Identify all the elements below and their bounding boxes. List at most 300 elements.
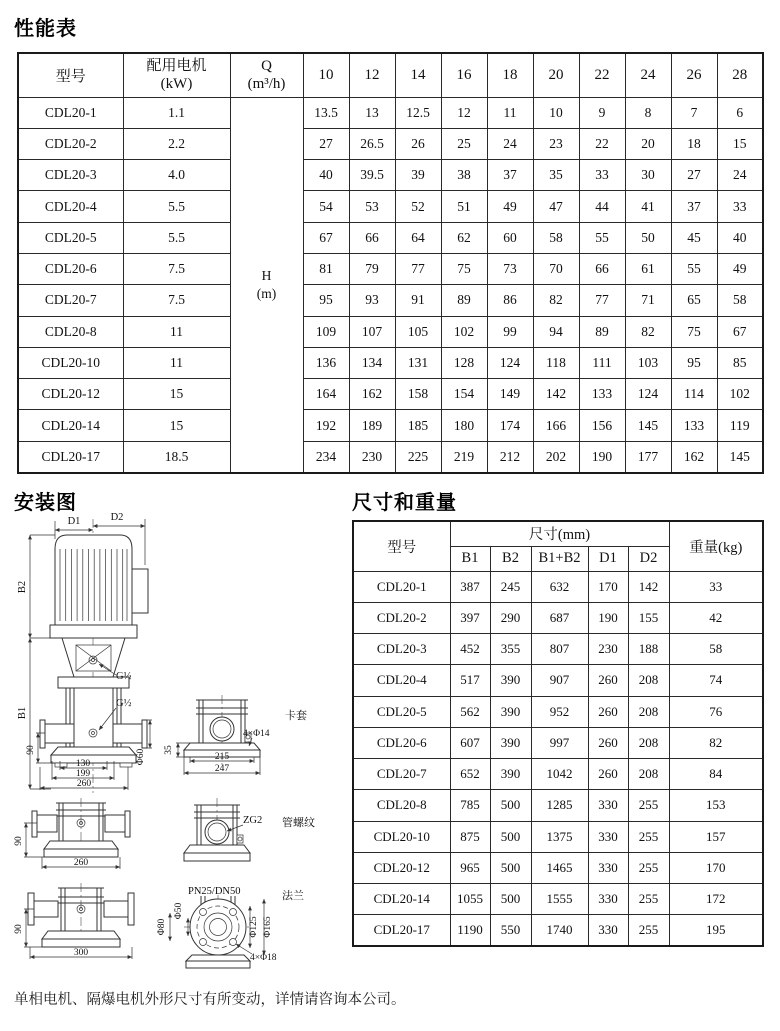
- head-value-cell: 158: [395, 379, 441, 410]
- dim-label-g12-top: G½: [116, 671, 132, 682]
- head-value-cell: 26.5: [349, 128, 395, 159]
- head-value-cell: 6: [717, 97, 763, 128]
- dim-label-35: 35: [164, 745, 174, 755]
- flow-header-cell: 18: [487, 53, 533, 97]
- dimension-value-cell: 517: [450, 665, 490, 696]
- head-value-cell: 11: [487, 97, 533, 128]
- performance-table: [17, 52, 764, 474]
- model-cell: CDL20-5: [18, 222, 123, 253]
- dimensions-row: [353, 727, 763, 758]
- head-value-cell: 145: [717, 441, 763, 472]
- flow-header-cell: 22: [579, 53, 625, 97]
- performance-row: [18, 253, 763, 284]
- dimension-value-cell: 607: [450, 727, 490, 758]
- head-value-cell: 85: [717, 347, 763, 378]
- head-value-cell: 93: [349, 285, 395, 316]
- dimension-value-cell: 952: [531, 696, 588, 727]
- head-unit-line2: (m): [256, 285, 277, 301]
- head-value-cell: 174: [487, 410, 533, 441]
- head-value-cell: 40: [303, 160, 349, 191]
- dim-label-g12-side: G½: [116, 698, 132, 709]
- dimension-value-cell: 255: [628, 852, 669, 883]
- dimension-value-cell: 260: [588, 696, 628, 727]
- head-value-cell: 192: [303, 410, 349, 441]
- head-value-cell: 10: [533, 97, 579, 128]
- col-header-motor-line2: (kW): [160, 76, 193, 93]
- front-view: [17, 512, 152, 793]
- dimension-value-cell: 1055: [450, 884, 490, 915]
- head-value-cell: 166: [533, 410, 579, 441]
- motor-power-cell: 18.5: [123, 441, 230, 472]
- head-value-cell: 66: [349, 222, 395, 253]
- dim-label-247: 247: [214, 764, 230, 774]
- head-value-cell: 49: [487, 191, 533, 222]
- dimension-value-cell: 76: [669, 696, 763, 727]
- head-value-cell: 27: [671, 160, 717, 191]
- head-value-cell: 23: [533, 128, 579, 159]
- head-value-cell: 189: [349, 410, 395, 441]
- dim-label-phi165: Φ165: [263, 916, 273, 938]
- head-value-cell: 33: [717, 191, 763, 222]
- dimension-value-cell: 260: [588, 727, 628, 758]
- dimension-value-cell: 652: [450, 759, 490, 790]
- head-value-cell: 133: [579, 379, 625, 410]
- dimension-value-cell: 452: [450, 634, 490, 665]
- dimension-value-cell: 255: [628, 790, 669, 821]
- dimension-value-cell: 208: [628, 696, 669, 727]
- dim-label-zg2: ZG2: [243, 815, 263, 826]
- head-value-cell: 50: [625, 222, 671, 253]
- model-cell: CDL20-3: [353, 634, 450, 665]
- flow-header-cell: 16: [441, 53, 487, 97]
- head-value-cell: 70: [533, 253, 579, 284]
- dim-label-90-main: 90: [26, 745, 36, 755]
- dimension-value-cell: 170: [669, 852, 763, 883]
- dimension-value-cell: 1190: [450, 915, 490, 946]
- dim-label-4xphi14: 4×Φ14: [243, 729, 270, 739]
- dimension-value-cell: 390: [490, 759, 531, 790]
- head-value-cell: 128: [441, 347, 487, 378]
- head-value-cell: 39.5: [349, 160, 395, 191]
- dimension-value-cell: 390: [490, 727, 531, 758]
- dimension-value-cell: 82: [669, 727, 763, 758]
- dimension-value-cell: 255: [628, 884, 669, 915]
- flange-bolt-hole: [230, 909, 237, 916]
- model-cell: CDL20-17: [353, 915, 450, 946]
- head-value-cell: 13: [349, 97, 395, 128]
- head-value-cell: 71: [625, 285, 671, 316]
- dimension-value-cell: 397: [450, 602, 490, 633]
- head-value-cell: 94: [533, 316, 579, 347]
- dimension-value-cell: 245: [490, 571, 531, 602]
- dim-label-4xphi18: 4×Φ18: [250, 953, 277, 963]
- dimension-value-cell: 390: [490, 696, 531, 727]
- flow-header-cell: 26: [671, 53, 717, 97]
- head-value-cell: 185: [395, 410, 441, 441]
- model-cell: CDL20-12: [18, 379, 123, 410]
- head-value-cell: 102: [441, 316, 487, 347]
- head-value-cell: 118: [533, 347, 579, 378]
- dimension-value-cell: 1740: [531, 915, 588, 946]
- dimension-value-cell: 290: [490, 602, 531, 633]
- head-value-cell: 41: [625, 191, 671, 222]
- head-value-cell: 24: [717, 160, 763, 191]
- model-cell: CDL20-8: [18, 316, 123, 347]
- dimension-value-cell: 74: [669, 665, 763, 696]
- flange-annotation: 法兰: [282, 890, 304, 902]
- dimensions-row: [353, 821, 763, 852]
- model-cell: CDL20-3: [18, 160, 123, 191]
- size-col-header-cell: B2: [490, 546, 531, 571]
- model-cell: CDL20-6: [353, 727, 450, 758]
- dim-label-b1: B1: [17, 706, 28, 720]
- performance-row: [18, 379, 763, 410]
- head-value-cell: 79: [349, 253, 395, 284]
- dimension-value-cell: 500: [490, 790, 531, 821]
- head-value-cell: 45: [671, 222, 717, 253]
- head-value-cell: 145: [625, 410, 671, 441]
- dimension-value-cell: 330: [588, 852, 628, 883]
- head-value-cell: 44: [579, 191, 625, 222]
- head-value-cell: 124: [625, 379, 671, 410]
- head-value-cell: 62: [441, 222, 487, 253]
- flange-bolt-hole: [200, 939, 207, 946]
- motor-power-cell: 15: [123, 379, 230, 410]
- performance-row: [18, 128, 763, 159]
- pump-cylinder: [74, 688, 113, 747]
- head-value-cell: 54: [303, 191, 349, 222]
- model-cell: CDL20-14: [18, 410, 123, 441]
- performance-table-title: 性能表: [14, 18, 77, 40]
- dimensions-table-title: 尺寸和重量: [352, 492, 457, 514]
- dim-label-phi80: Φ80: [157, 918, 167, 936]
- side-view-zg2: [184, 798, 315, 861]
- head-value-cell: 9: [579, 97, 625, 128]
- head-value-cell: 212: [487, 441, 533, 472]
- head-value-cell: 37: [487, 160, 533, 191]
- dimension-value-cell: 42: [669, 602, 763, 633]
- dim-label-b2: B2: [17, 580, 28, 594]
- col-header-motor-line1: 配用电机: [146, 57, 207, 74]
- dimension-value-cell: 632: [531, 571, 588, 602]
- dimensions-header-row1: [353, 521, 763, 546]
- dimension-value-cell: 33: [669, 571, 763, 602]
- dimension-value-cell: 1555: [531, 884, 588, 915]
- model-cell: CDL20-4: [18, 191, 123, 222]
- dimensions-row: [353, 665, 763, 696]
- dim-label-90-v3: 90: [14, 836, 24, 846]
- motor-power-cell: 2.2: [123, 128, 230, 159]
- pipe-thread-annotation: 管螺纹: [282, 817, 315, 829]
- head-value-cell: 95: [671, 347, 717, 378]
- dimensions-table: [352, 520, 764, 947]
- head-value-cell: 7: [671, 97, 717, 128]
- motor-body: [55, 535, 132, 625]
- model-cell: CDL20-8: [353, 790, 450, 821]
- head-value-cell: 162: [349, 379, 395, 410]
- motor-power-cell: 11: [123, 316, 230, 347]
- performance-row: [18, 347, 763, 378]
- head-value-cell: 26: [395, 128, 441, 159]
- flange-outer-circle: [190, 899, 246, 955]
- dimension-value-cell: 997: [531, 727, 588, 758]
- flow-header-cell: 20: [533, 53, 579, 97]
- performance-row: [18, 441, 763, 472]
- size-col-header-cell: B1+B2: [531, 546, 588, 571]
- model-cell: CDL20-2: [18, 128, 123, 159]
- head-value-cell: 25: [441, 128, 487, 159]
- model-cell: CDL20-6: [18, 253, 123, 284]
- head-value-cell: 58: [533, 222, 579, 253]
- head-value-cell: 105: [395, 316, 441, 347]
- installation-drawing-title: 安装图: [14, 492, 77, 514]
- dimensions-row: [353, 915, 763, 946]
- model-cell: CDL20-4: [353, 665, 450, 696]
- size-col-header-cell: D1: [588, 546, 628, 571]
- installation-drawing: [0, 505, 350, 985]
- dimension-value-cell: 157: [669, 821, 763, 852]
- clamp-port: [210, 717, 234, 741]
- head-value-cell: 95: [303, 285, 349, 316]
- dim-label-phi125: Φ125: [249, 916, 259, 938]
- dimension-value-cell: 500: [490, 852, 531, 883]
- head-value-cell: 49: [717, 253, 763, 284]
- dimension-value-cell: 1465: [531, 852, 588, 883]
- dimension-value-cell: 155: [628, 602, 669, 633]
- col-header-flow-line2: (m³/h): [247, 76, 286, 93]
- dimension-value-cell: 142: [628, 571, 669, 602]
- size-col-header-cell: D2: [628, 546, 669, 571]
- dimensions-row: [353, 759, 763, 790]
- dimension-value-cell: 190: [588, 602, 628, 633]
- port-view-threaded: [14, 798, 130, 869]
- motor-power-cell: 15: [123, 410, 230, 441]
- head-value-cell: 131: [395, 347, 441, 378]
- dimension-value-cell: 230: [588, 634, 628, 665]
- dimension-value-cell: 208: [628, 759, 669, 790]
- footer-note: 单相电机、隔爆电机外形尺寸有所变动，详情请咨询本公司。: [14, 992, 406, 1008]
- dimension-value-cell: 1285: [531, 790, 588, 821]
- col-header-flow-line1: Q: [261, 57, 272, 74]
- performance-row: [18, 410, 763, 441]
- head-value-cell: 39: [395, 160, 441, 191]
- head-value-cell: 51: [441, 191, 487, 222]
- performance-row: [18, 316, 763, 347]
- dimension-value-cell: 260: [588, 759, 628, 790]
- dimension-value-cell: 84: [669, 759, 763, 790]
- model-cell: CDL20-5: [353, 696, 450, 727]
- dimensions-row: [353, 852, 763, 883]
- model-cell: CDL20-2: [353, 602, 450, 633]
- dimension-value-cell: 687: [531, 602, 588, 633]
- head-value-cell: 65: [671, 285, 717, 316]
- motor-power-cell: 5.5: [123, 222, 230, 253]
- performance-row: [18, 222, 763, 253]
- model-cell: CDL20-12: [353, 852, 450, 883]
- dim-label-260-main: 260: [76, 779, 92, 789]
- suction-port: [45, 724, 74, 743]
- performance-row: [18, 160, 763, 191]
- dimension-value-cell: 208: [628, 665, 669, 696]
- model-cell: CDL20-7: [18, 285, 123, 316]
- head-value-cell: 190: [579, 441, 625, 472]
- dimension-value-cell: 907: [531, 665, 588, 696]
- head-value-cell: 86: [487, 285, 533, 316]
- flow-header-cell: 14: [395, 53, 441, 97]
- performance-row: [18, 191, 763, 222]
- dimension-value-cell: 58: [669, 634, 763, 665]
- head-value-cell: 133: [671, 410, 717, 441]
- model-cell: CDL20-1: [353, 571, 450, 602]
- dims-col-header-size-group: 尺寸(mm): [450, 521, 669, 546]
- head-value-cell: 24: [487, 128, 533, 159]
- head-value-cell: 230: [349, 441, 395, 472]
- motor-power-cell: 11: [123, 347, 230, 378]
- col-header-flow: [230, 53, 303, 97]
- head-value-cell: 22: [579, 128, 625, 159]
- dim-label-phi50: Φ50: [174, 902, 184, 920]
- head-value-cell: 77: [395, 253, 441, 284]
- head-value-cell: 75: [441, 253, 487, 284]
- dimension-value-cell: 550: [490, 915, 531, 946]
- head-value-cell: 12: [441, 97, 487, 128]
- performance-row: [18, 285, 763, 316]
- head-value-cell: 61: [625, 253, 671, 284]
- dimension-value-cell: 387: [450, 571, 490, 602]
- flow-header-cell: 12: [349, 53, 395, 97]
- flange-bolt-hole: [200, 909, 207, 916]
- head-value-cell: 15: [717, 128, 763, 159]
- head-value-cell: 47: [533, 191, 579, 222]
- head-value-cell: 102: [717, 379, 763, 410]
- flow-header-cell: 10: [303, 53, 349, 97]
- motor-power-cell: 1.1: [123, 97, 230, 128]
- model-cell: CDL20-7: [353, 759, 450, 790]
- dimension-value-cell: 500: [490, 884, 531, 915]
- head-value-cell: 55: [671, 253, 717, 284]
- head-value-cell: 82: [625, 316, 671, 347]
- dimension-value-cell: 807: [531, 634, 588, 665]
- dimensions-row: [353, 696, 763, 727]
- head-value-cell: 219: [441, 441, 487, 472]
- dimension-value-cell: 330: [588, 790, 628, 821]
- dimension-value-cell: 562: [450, 696, 490, 727]
- head-value-cell: 82: [533, 285, 579, 316]
- dim-label-d1: D1: [67, 516, 81, 527]
- dimension-value-cell: 1375: [531, 821, 588, 852]
- dimensions-row: [353, 602, 763, 633]
- dimension-value-cell: 330: [588, 915, 628, 946]
- head-value-cell: 114: [671, 379, 717, 410]
- motor-power-cell: 7.5: [123, 285, 230, 316]
- head-value-cell: 33: [579, 160, 625, 191]
- dimension-value-cell: 355: [490, 634, 531, 665]
- head-value-cell: 53: [349, 191, 395, 222]
- model-cell: CDL20-10: [18, 347, 123, 378]
- head-value-cell: 111: [579, 347, 625, 378]
- col-header-model: 型号: [18, 53, 123, 97]
- dimensions-table-body: [353, 571, 763, 946]
- head-value-cell: 20: [625, 128, 671, 159]
- dims-col-header-weight: 重量(kg): [669, 521, 763, 571]
- model-cell: CDL20-14: [353, 884, 450, 915]
- head-value-cell: 107: [349, 316, 395, 347]
- performance-table-body: [18, 97, 763, 473]
- dimension-value-cell: 875: [450, 821, 490, 852]
- motor-power-cell: 5.5: [123, 191, 230, 222]
- model-cell: CDL20-1: [18, 97, 123, 128]
- motor-power-cell: 7.5: [123, 253, 230, 284]
- head-value-cell: 180: [441, 410, 487, 441]
- dimension-value-cell: 330: [588, 821, 628, 852]
- head-value-cell: 66: [579, 253, 625, 284]
- dimension-value-cell: 188: [628, 634, 669, 665]
- head-value-cell: 67: [717, 316, 763, 347]
- dimension-value-cell: 260: [588, 665, 628, 696]
- dim-label-130: 130: [75, 759, 91, 769]
- head-value-cell: 30: [625, 160, 671, 191]
- dim-label-215: 215: [214, 752, 230, 762]
- head-value-cell: 12.5: [395, 97, 441, 128]
- size-col-header-cell: B1: [450, 546, 490, 571]
- head-value-cell: 89: [441, 285, 487, 316]
- dim-label-260-v3: 260: [73, 858, 89, 868]
- head-value-cell: 75: [671, 316, 717, 347]
- head-value-cell: 202: [533, 441, 579, 472]
- performance-row: [18, 97, 763, 128]
- motor-junction-box: [132, 569, 148, 613]
- head-unit-cell: [230, 97, 303, 473]
- dimension-value-cell: 153: [669, 790, 763, 821]
- dimension-value-cell: 170: [588, 571, 628, 602]
- motor-flange: [50, 625, 137, 638]
- performance-header-row: [18, 53, 763, 97]
- head-value-cell: 64: [395, 222, 441, 253]
- discharge-port: [113, 724, 142, 743]
- head-value-cell: 91: [395, 285, 441, 316]
- head-value-cell: 40: [717, 222, 763, 253]
- head-value-cell: 156: [579, 410, 625, 441]
- dimensions-row: [353, 634, 763, 665]
- head-value-cell: 162: [671, 441, 717, 472]
- head-value-cell: 67: [303, 222, 349, 253]
- head-value-cell: 37: [671, 191, 717, 222]
- dimension-value-cell: 500: [490, 821, 531, 852]
- head-value-cell: 73: [487, 253, 533, 284]
- head-value-cell: 124: [487, 347, 533, 378]
- head-value-cell: 18: [671, 128, 717, 159]
- dimensions-row: [353, 790, 763, 821]
- dimension-value-cell: 330: [588, 884, 628, 915]
- dimension-value-cell: 255: [628, 915, 669, 946]
- head-value-cell: 225: [395, 441, 441, 472]
- dim-label-phi60: Φ60: [136, 748, 146, 766]
- head-value-cell: 8: [625, 97, 671, 128]
- dim-label-d2: D2: [110, 512, 124, 523]
- flange-detail-view: [157, 886, 304, 968]
- head-value-cell: 142: [533, 379, 579, 410]
- dim-label-pn: PN25/DN50: [188, 886, 241, 897]
- motor-power-cell: 4.0: [123, 160, 230, 191]
- head-value-cell: 60: [487, 222, 533, 253]
- dimension-value-cell: 172: [669, 884, 763, 915]
- dim-label-300: 300: [73, 948, 89, 958]
- zg2-port: [205, 820, 229, 844]
- dimension-value-cell: 1042: [531, 759, 588, 790]
- dim-label-90-v5: 90: [14, 924, 24, 934]
- head-value-cell: 149: [487, 379, 533, 410]
- dimension-value-cell: 195: [669, 915, 763, 946]
